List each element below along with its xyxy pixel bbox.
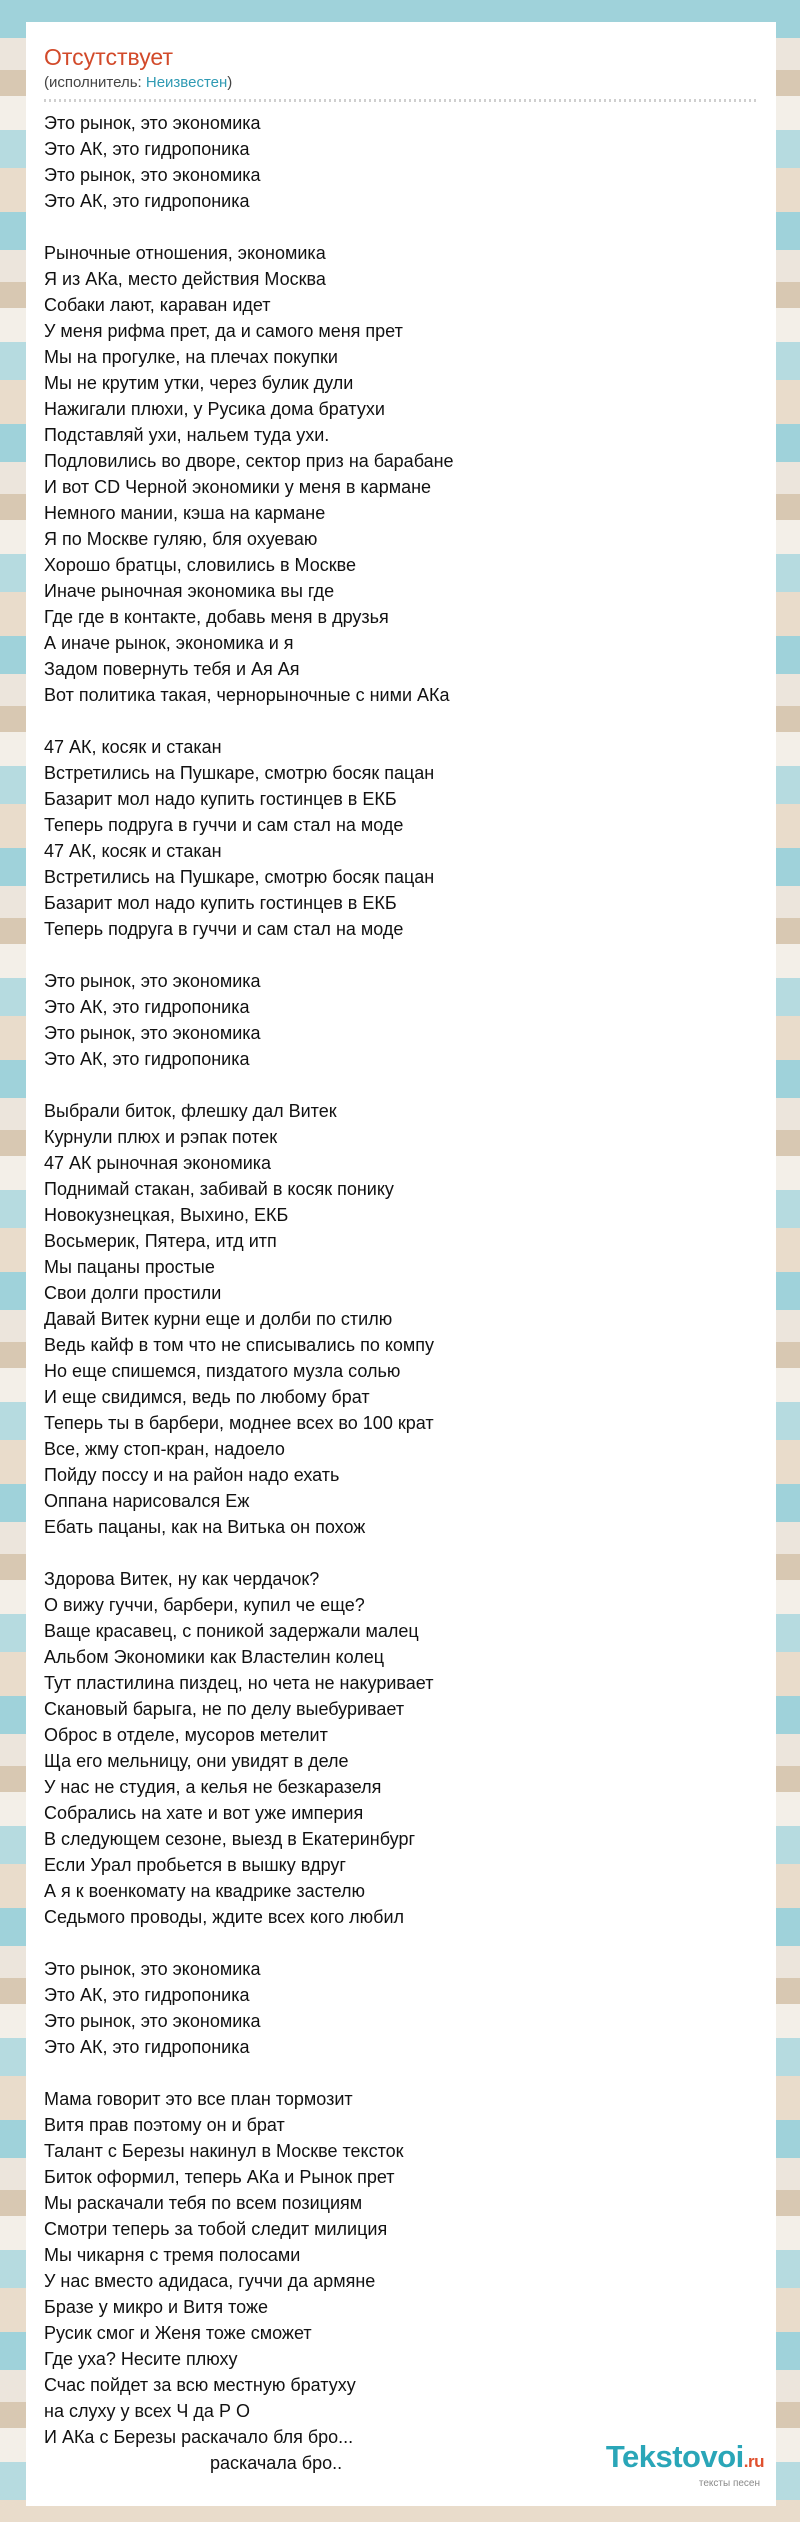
lyrics-line: Оппана нарисовался Еж (44, 1491, 250, 1511)
lyrics-line: Тут пластилина пиздец, но чета не накуривает (44, 1673, 434, 1693)
lyrics-line: Здорова Витек, ну как чердачок? (44, 1569, 320, 1589)
lyrics-line: Талант с Березы накинул в Москве тексток (44, 2141, 404, 2161)
lyrics-line: Восьмерик, Пятера, итд итп (44, 1231, 277, 1251)
logo-brand: Tekstovoi (605, 2439, 744, 2474)
lyrics-line: Нажигали плюхи, у Русика дома братухи (44, 399, 385, 419)
lyrics-line: Вот политика такая, чернорыночные с ними АКа (44, 685, 450, 705)
lyrics-line: Ведь кайф в том что не списывались по компу (44, 1335, 435, 1355)
meta-prefix: (исполнитель: (44, 74, 146, 91)
lyrics-line: Ебать пацаны, как на Витька он похож (44, 1517, 366, 1537)
lyrics-line: Встретились на Пушкаре, смотрю босяк пацан (44, 763, 435, 783)
lyrics-line: Задом повернуть тебя и Ая Ая (44, 659, 300, 679)
lyrics-line: Собрались на хате и вот уже империя (44, 1803, 364, 1823)
lyrics-line: Смотри теперь за тобой следит милиция (44, 2219, 388, 2239)
lyrics-text (44, 110, 758, 2476)
lyrics-stanza (44, 1956, 758, 2060)
lyrics-line: Базарит мол надо купить гостинцев в ЕКБ (44, 893, 397, 913)
lyrics-line: Мы на прогулке, на плечах покупки (44, 347, 338, 367)
lyrics-line: Я по Москве гуляю, бля охуеваю (44, 529, 318, 549)
lyrics-stanza (44, 1566, 758, 1930)
lyrics-line: Курнули плюх и рэпак потек (44, 1127, 278, 1147)
dotted-separator (44, 99, 758, 102)
lyrics-line: Это АК, это гидропоника (44, 1985, 250, 2005)
lyrics-line: Пойду поссу и на район надо ехать (44, 1465, 340, 1485)
lyrics-line: А я к военкомату на квадрике застелю (44, 1881, 366, 1901)
lyrics-line: Собаки лают, караван идет (44, 295, 271, 315)
lyrics-line: Ща его мельницу, они увидят в деле (44, 1751, 349, 1771)
lyrics-line: И еще свидимся, ведь по любому брат (44, 1387, 370, 1407)
lyrics-line: Я из АКа, место действия Москва (44, 269, 326, 289)
lyrics-line: Это рынок, это экономика (44, 1023, 261, 1043)
lyrics-line: Где где в контакте, добавь меня в друзья (44, 607, 389, 627)
song-meta (44, 73, 758, 93)
lyrics-line: Это АК, это гидропоника (44, 139, 250, 159)
logo-tagline: тексты песен (698, 2478, 760, 2489)
lyrics-line: Скановый барыга, не по делу выебуривает (44, 1699, 405, 1719)
meta-suffix: ) (227, 74, 233, 91)
lyrics-line: Это рынок, это экономика (44, 2011, 261, 2031)
lyrics-line: Альбом Экономики как Властелин колец (44, 1647, 385, 1667)
lyrics-stanza (44, 968, 758, 1072)
lyrics-line: Выбрали биток, флешку дал Витек (44, 1101, 337, 1121)
lyrics-line: Теперь подруга в гуччи и сам стал на моде (44, 919, 404, 939)
lyrics-line: Теперь ты в барбери, моднее всех во 100 крат (44, 1413, 434, 1433)
lyrics-line: Это рынок, это экономика (44, 971, 261, 991)
lyrics-line: О вижу гуччи, барбери, купил че еще? (44, 1595, 365, 1615)
site-logo[interactable] (606, 2441, 764, 2490)
lyrics-line: 47 АК рыночная экономика (44, 1153, 272, 1173)
lyrics-line: Это АК, это гидропоника (44, 191, 250, 211)
lyrics-line: Свои долги простили (44, 1283, 222, 1303)
lyrics-line: Это рынок, это экономика (44, 113, 261, 133)
lyrics-line: Оброс в отделе, мусоров метелит (44, 1725, 328, 1745)
lyrics-line: Биток оформил, теперь АКа и Рынок прет (44, 2167, 395, 2187)
lyrics-line: Подловились во дворе, сектор приз на барабане (44, 451, 454, 471)
lyrics-line: Немного мании, кэша на кармане (44, 503, 326, 523)
lyrics-line: Иначе рыночная экономика вы где (44, 581, 335, 601)
lyrics-line: Встретились на Пушкаре, смотрю босяк пацан (44, 867, 435, 887)
lyrics-line: Подставляй ухи, нальем туда ухи. (44, 425, 330, 445)
lyrics-line: Но еще спишемся, пиздатого музла солью (44, 1361, 401, 1381)
lyrics-card (26, 22, 776, 2506)
lyrics-line: Это АК, это гидропоника (44, 2037, 250, 2057)
lyrics-line: Мама говорит это все план тормозит (44, 2089, 353, 2109)
lyrics-line: Мы не крутим утки, через булик дули (44, 373, 354, 393)
lyrics-line: Мы раскачали тебя по всем позициям (44, 2193, 363, 2213)
logo-tld: .ru (743, 2452, 764, 2471)
lyrics-line: Это АК, это гидропоника (44, 997, 250, 1017)
lyrics-closing-line: раскачала бро.. (210, 2453, 343, 2473)
lyrics-line: Седьмого проводы, ждите всех кого любил (44, 1907, 405, 1927)
lyrics-line: А иначе рынок, экономика и я (44, 633, 294, 653)
lyrics-stanza (44, 2086, 758, 2476)
lyrics-line: Мы пацаны простые (44, 1257, 215, 1277)
lyrics-line: Витя прав поэтому он и брат (44, 2115, 285, 2135)
lyrics-line: Если Урал пробьется в вышку вдруг (44, 1855, 346, 1875)
lyrics-line: В следующем сезоне, выезд в Екатеринбург (44, 1829, 416, 1849)
lyrics-line: Теперь подруга в гуччи и сам стал на моде (44, 815, 404, 835)
lyrics-stanza (44, 734, 758, 942)
lyrics-line: Ваще красавец, с поникой задержали малец (44, 1621, 419, 1641)
lyrics-line: Хорошо братцы, словились в Москве (44, 555, 357, 575)
lyrics-line: Это рынок, это экономика (44, 165, 261, 185)
lyrics-line: И вот CD Черной экономики у меня в кармане (44, 477, 432, 497)
lyrics-line: Русик смог и Женя тоже сможет (44, 2323, 312, 2343)
lyrics-line: Это рынок, это экономика (44, 1959, 261, 1979)
lyrics-line: Поднимай стакан, забивай в косяк понику (44, 1179, 394, 1199)
song-title: Отсутствует (44, 44, 173, 70)
lyrics-line: на слуху у всех Ч да Р О (44, 2401, 250, 2421)
lyrics-stanza (44, 110, 758, 214)
lyrics-line: 47 АК, косяк и стакан (44, 737, 222, 757)
lyrics-line: И АКа с Березы раскачало бля бро... (44, 2427, 354, 2447)
lyrics-line: У нас не студия, а келья не безкаразеля (44, 1777, 382, 1797)
lyrics-line: У нас вместо адидаса, гуччи да армяне (44, 2271, 376, 2291)
lyrics-line: У меня рифма прет, да и самого меня прет (44, 321, 403, 341)
lyrics-line: Давай Витек курни еще и долби по стилю (44, 1309, 393, 1329)
lyrics-line: Счас пойдет за всю местную братуху (44, 2375, 356, 2395)
lyrics-line: Базарит мол надо купить гостинцев в ЕКБ (44, 789, 397, 809)
lyrics-line: Бразе у микро и Витя тоже (44, 2297, 269, 2317)
lyrics-line: 47 АК, косяк и стакан (44, 841, 222, 861)
lyrics-line: Новокузнецкая, Выхино, ЕКБ (44, 1205, 289, 1225)
lyrics-line: Мы чикарня с тремя полосами (44, 2245, 301, 2265)
lyrics-line: Все, жму стоп-кран, надоело (44, 1439, 285, 1459)
artist-link[interactable]: Неизвестен (145, 74, 228, 91)
lyrics-line: Рыночные отношения, экономика (44, 243, 326, 263)
lyrics-line: Где уха? Несите плюху (44, 2349, 238, 2369)
lyrics-stanza (44, 240, 758, 708)
lyrics-line: Это АК, это гидропоника (44, 1049, 250, 1069)
lyrics-stanza (44, 1098, 758, 1540)
